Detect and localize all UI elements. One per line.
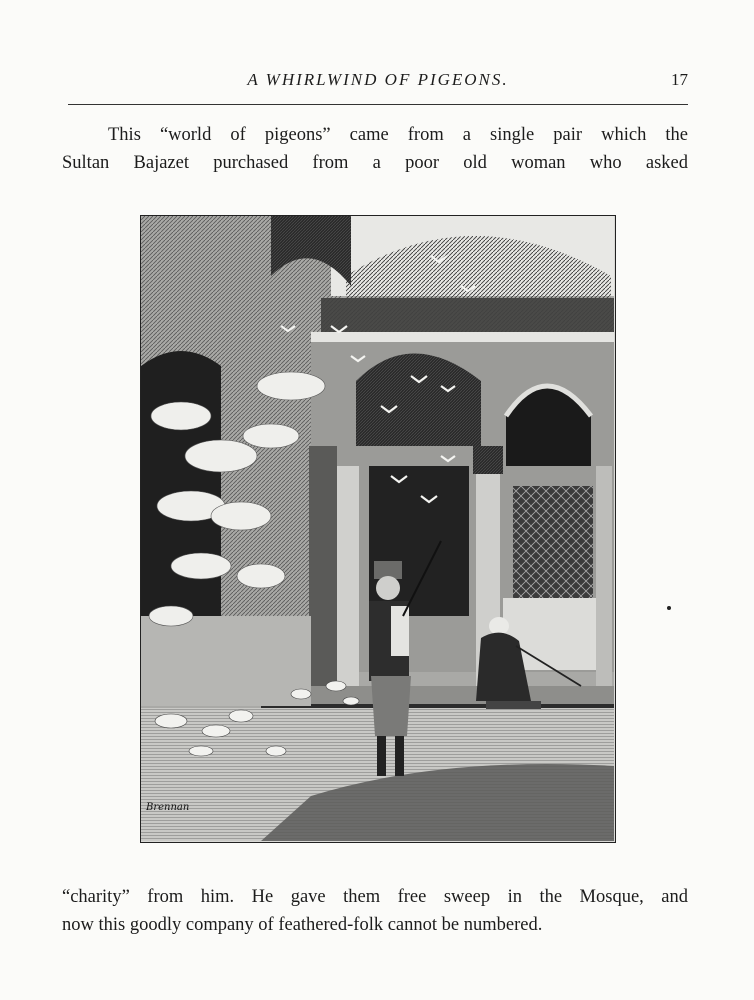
header-rule [68,104,688,105]
paragraph-bottom [62,883,688,939]
illustration-engraving [140,215,616,843]
text-line: Sultan Bajazet purchased from a poor old woman who asked [62,153,688,173]
engraving-mosque-courtyard-pigeons-icon [141,216,614,841]
paragraph-top [62,121,688,177]
text-line: This “world of pigeons” came from a single pair which the [108,125,688,145]
page-number: 17 [671,70,688,89]
ink-speck [667,606,671,610]
text-line: now this goodly company of feathered-folk cannot be numbered. [62,915,543,935]
page-header [68,66,688,96]
running-title: A WHIRLWIND OF PIGEONS. [247,70,509,89]
artist-signature: Brennan [146,802,190,813]
text-line: “charity” from him. He gave them free sweep in the Mosque, and [62,887,688,907]
